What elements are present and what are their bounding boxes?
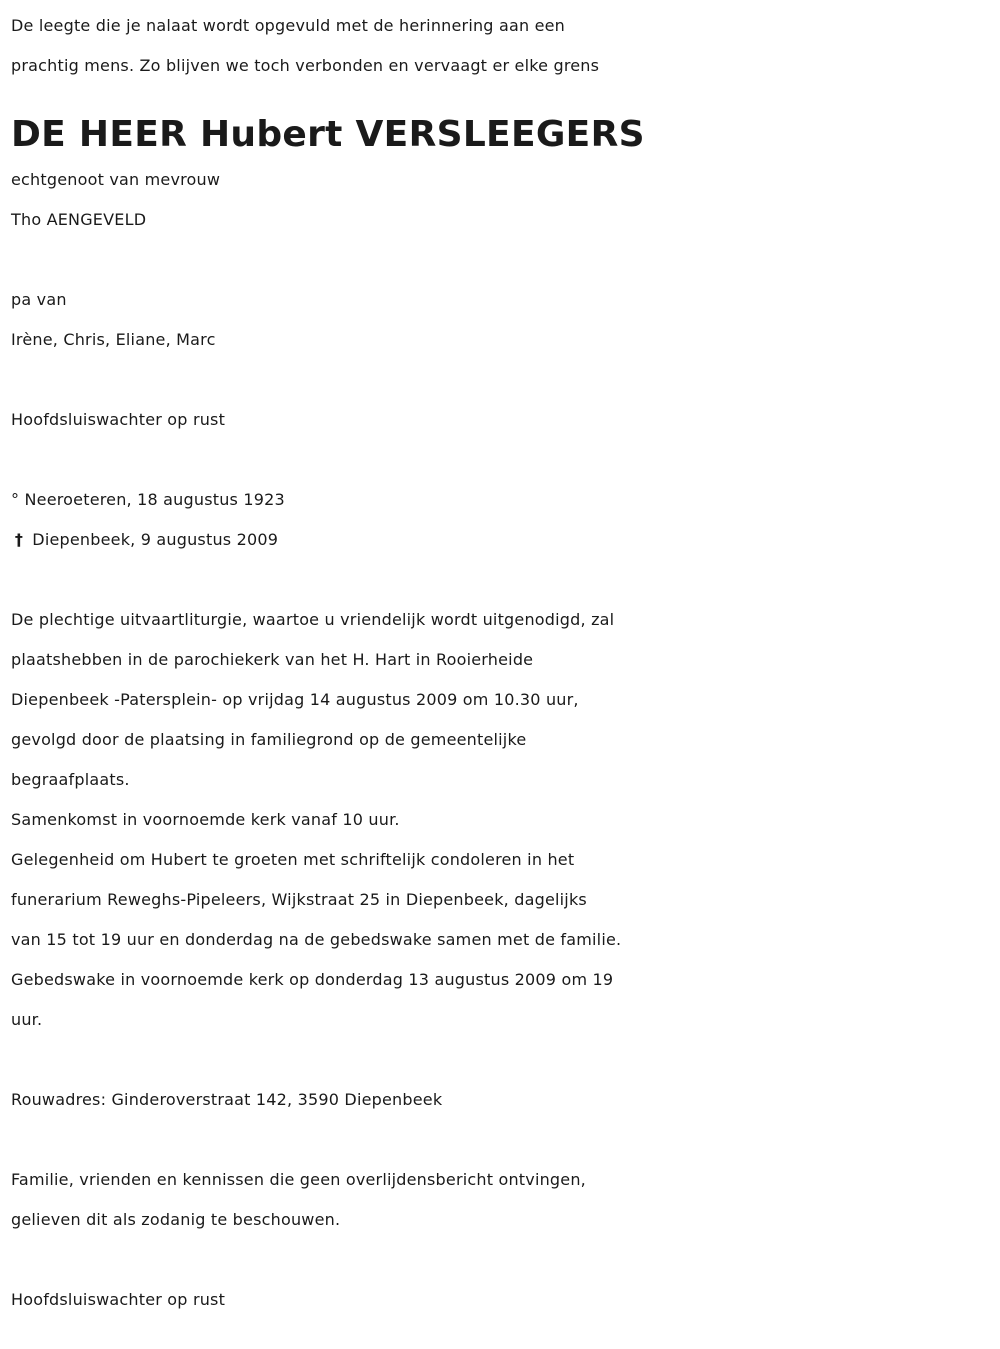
service-line: Gelegenheid om Hubert te groeten met schriftelijk condoleren in het: [11, 850, 575, 869]
spacer: [11, 240, 996, 280]
children-prefix: pa van: [11, 290, 67, 309]
mourning-address: Rouwadres: Ginderoverstraat 142, 3590 Diepenbeek: [11, 1090, 443, 1109]
occupation: Hoofdsluiswachter op rust: [11, 410, 226, 429]
spacer: [11, 1240, 996, 1280]
service-line: plaatshebben in de parochiekerk van het H. Hart in Rooierheide: [11, 650, 534, 669]
service-line: gevolgd door de plaatsing in familiegrond op de gemeentelijke: [11, 730, 527, 749]
quote-line: De leegte die je nalaat wordt opgevuld met de herinnering aan een: [11, 16, 566, 35]
service-line: uur.: [11, 1010, 43, 1029]
memorial-quote: [11, 0, 996, 86]
spacer: [11, 1040, 996, 1080]
spacer: [11, 1120, 996, 1160]
children-names: Irène, Chris, Eliane, Marc: [11, 330, 216, 349]
birth-date-place: Neeroeteren, 18 augustus 1923: [24, 490, 285, 509]
spouse-prefix: echtgenoot van mevrouw: [11, 170, 221, 189]
service-line: begraafplaats.: [11, 770, 130, 789]
spouse-name: Tho AENGEVELD: [11, 210, 147, 229]
deceased-name: DE HEER Hubert VERSLEEGERS: [11, 114, 645, 155]
death-date-place: Diepenbeek, 9 augustus 2009: [32, 530, 279, 549]
service-line: funerarium Reweghs-Pipeleers, Wijkstraat 25 in Diepenbeek, dagelijks: [11, 890, 587, 909]
service-line: van 15 tot 19 uur en donderdag na de gebedswake samen met de familie.: [11, 930, 622, 949]
obituary-body: [11, 160, 996, 1320]
obituary-page: [11, 0, 996, 1320]
service-line: Gebedswake in voornoemde kerk op donderdag 13 augustus 2009 om 19: [11, 970, 614, 989]
cross-icon: †: [14, 530, 24, 549]
service-line: De plechtige uitvaartliturgie, waartoe u vriendelijk wordt uitgenodigd, zal: [11, 610, 615, 629]
notice-line: Familie, vrienden en kennissen die geen overlijdensbericht ontvingen,: [11, 1170, 586, 1189]
birth-symbol: °: [11, 490, 20, 509]
footer-occupation: Hoofdsluiswachter op rust: [11, 1290, 226, 1309]
service-line: Samenkomst in voornoemde kerk vanaf 10 uur.: [11, 810, 400, 829]
spacer: [11, 360, 996, 400]
birth-line: [11, 480, 996, 520]
spacer: [11, 440, 996, 480]
spacer: [11, 560, 996, 600]
death-line: [11, 520, 996, 560]
quote-line: prachtig mens. Zo blijven we toch verbonden en vervaagt er elke grens: [11, 56, 600, 75]
notice-line: gelieven dit als zodanig te beschouwen.: [11, 1210, 341, 1229]
service-line: Diepenbeek -Patersplein- op vrijdag 14 augustus 2009 om 10.30 uur,: [11, 690, 579, 709]
